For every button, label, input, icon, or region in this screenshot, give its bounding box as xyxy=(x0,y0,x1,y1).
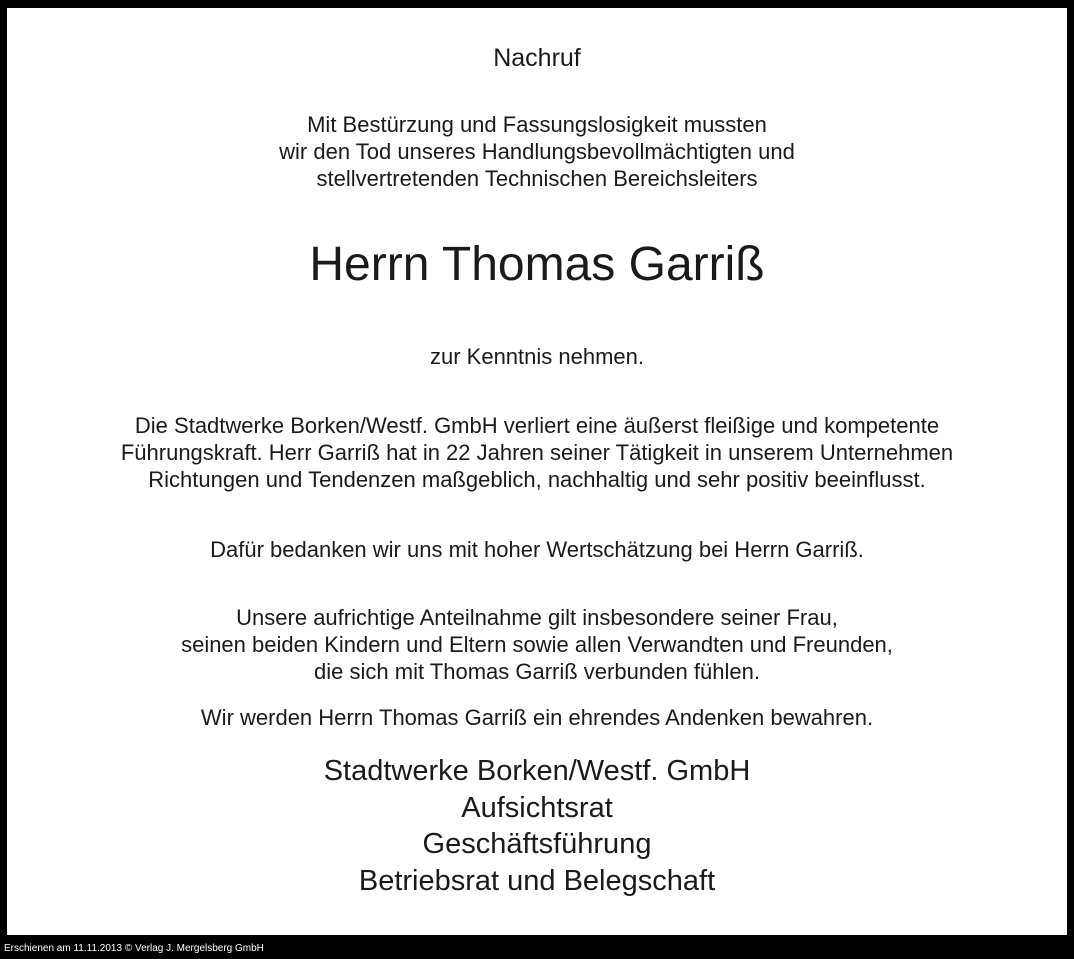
deceased-name: Herrn Thomas Garriß xyxy=(309,238,765,291)
intro-line-1: Mit Bestürzung und Fassungslosigkeit mussten xyxy=(307,112,767,137)
notice-heading: Nachruf xyxy=(493,44,581,72)
publication-footer: Erschienen am 11.11.2013 © Verlag J. Mergelsberg GmbH xyxy=(4,943,264,954)
paragraph1-line-3: Richtungen und Tendenzen maßgeblich, nachhaltig und sehr positiv beeinflusst. xyxy=(148,467,926,492)
condolence-line-3: die sich mit Thomas Garriß verbunden fühlen. xyxy=(314,659,760,684)
signatory-company: Stadtwerke Borken/Westf. GmbH xyxy=(323,755,751,787)
obituary-notice xyxy=(7,8,1067,935)
paragraph1-line-2: Führungskraft. Herr Garriß hat in 22 Jahren seiner Tätigkeit in unserem Unternehmen xyxy=(120,440,954,465)
condolence-line-1: Unsere aufrichtige Anteilnahme gilt insbesondere seiner Frau, xyxy=(236,605,838,630)
paragraph1-line-1: Die Stadtwerke Borken/Westf. GmbH verliert eine äußerst fleißige und kompetente xyxy=(134,413,940,438)
signatory-supervisory-board: Aufsichtsrat xyxy=(461,792,613,824)
after-name-line: zur Kenntnis nehmen. xyxy=(429,344,645,369)
remembrance-line: Wir werden Herrn Thomas Garriß ein ehrendes Andenken bewahren. xyxy=(200,705,874,730)
signatory-works-council: Betriebsrat und Belegschaft xyxy=(358,865,716,897)
thanks-line: Dafür bedanken wir uns mit hoher Wertschätzung bei Herrn Garriß. xyxy=(210,537,864,562)
signatory-management: Geschäftsführung xyxy=(422,828,652,860)
intro-line-3: stellvertretenden Technischen Bereichsleiters xyxy=(316,166,758,191)
condolence-line-2: seinen beiden Kindern und Eltern sowie allen Verwandten und Freunden, xyxy=(181,632,893,657)
intro-line-2: wir den Tod unseres Handlungsbevollmächtigten und xyxy=(279,139,795,164)
